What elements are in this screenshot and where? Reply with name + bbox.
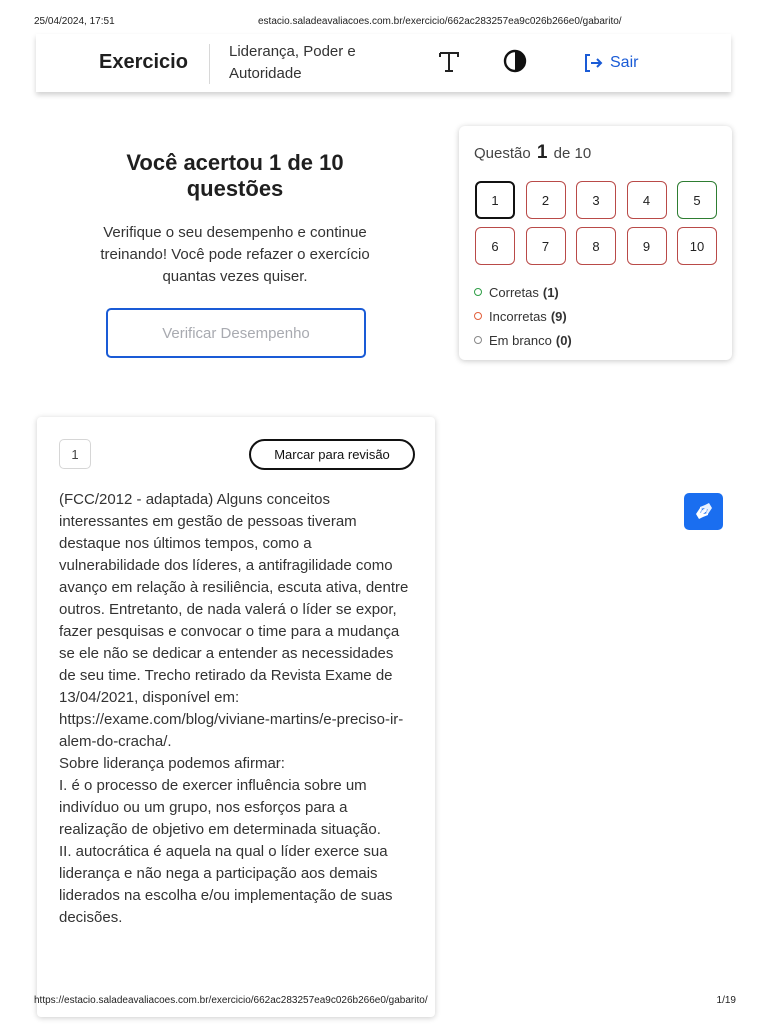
question-button-6[interactable]: 6 (475, 227, 515, 265)
legend-item (474, 304, 572, 328)
status-legend (474, 280, 572, 352)
print-footer-url: https://estacio.saladeavaliacoes.com.br/exercicio/662ac283257ea9c026b266e0/gabarito/ (34, 995, 428, 1006)
legend-dot-icon (474, 312, 482, 320)
print-footer (0, 995, 768, 1009)
result-title: Você acertou 1 de 10 questões (126, 150, 344, 201)
legend-label: Incorretas (489, 308, 547, 324)
header-divider (209, 44, 210, 84)
print-header (0, 16, 768, 30)
legend-dot-icon (474, 336, 482, 344)
text-size-icon[interactable] (436, 48, 462, 76)
sign-language-hands-icon[interactable] (684, 493, 723, 530)
app-title: Exercicio (99, 51, 188, 73)
logout-button[interactable] (582, 50, 638, 76)
print-url: estacio.saladeavaliacoes.com.br/exercicio/662ac283257ea9c026b266e0/gabarito/ (258, 16, 622, 27)
legend-item (474, 328, 572, 352)
question-navigator (459, 126, 732, 360)
question-button-10[interactable]: 10 (677, 227, 717, 265)
question-paragraph: II. autocrática é aquela na qual o líder exerce sua liderança e não nega a participação aos demais liderados na escolha e/ou implementação de suas decisões. (59, 843, 393, 926)
question-text (59, 489, 413, 929)
print-date: 25/04/2024, 17:51 (34, 16, 115, 27)
result-message: Verifique o seu desempenho e continue treinando! Você pode refazer o exercício quantas vezes quiser. (100, 224, 370, 285)
question-button-7[interactable]: 7 (526, 227, 566, 265)
question-paragraph: I. é o processo de exercer influência sobre um indivíduo ou um grupo, nos esforços para a realização de objetivo em determinada situação. (59, 777, 381, 838)
question-paragraph: Sobre liderança podemos afirmar: (59, 755, 285, 772)
current-question-number: 1 (536, 142, 548, 163)
question-grid (475, 181, 717, 265)
question-button-9[interactable]: 9 (627, 227, 667, 265)
result-summary (60, 140, 410, 342)
question-number: 1 (59, 439, 91, 469)
question-button-3[interactable]: 3 (576, 181, 616, 219)
contrast-icon[interactable] (502, 48, 528, 76)
question-button-1[interactable]: 1 (475, 181, 515, 219)
print-page-number: 1/19 (716, 995, 736, 1006)
legend-label: Corretas (489, 284, 539, 300)
subject-title: Liderança, Poder e Autoridade (229, 43, 356, 82)
legend-label: Em branco (489, 332, 552, 348)
mark-for-review-button[interactable]: Marcar para revisão (249, 439, 415, 470)
legend-dot-icon (474, 288, 482, 296)
logout-icon (582, 52, 604, 74)
question-button-5[interactable]: 5 (677, 181, 717, 219)
logout-label: Sair (610, 54, 639, 71)
question-card (37, 417, 435, 1017)
legend-count: (9) (550, 308, 567, 324)
question-button-4[interactable]: 4 (627, 181, 667, 219)
question-paragraph: (FCC/2012 - adaptada) Alguns conceitos interessantes em gestão de pessoas tiveram destaque nos últimos tempos, como a vulnerabilidade dos líderes, a antifragilidade como avanço em relação à resiliência, escuta ativa, dentre outros. Entretanto, de nada valerá o líder se expor, fazer pesquisas e convocar o time para a mudança se ele não se dedicar a entender as necessidades de seu time. Trecho retirado da Revista Exame de 13/04/2021, disponível em: https://exame.com/blog/viviane-martins/e-preciso-ir-alem-do-cracha/. (59, 491, 409, 750)
legend-count: (0) (555, 332, 572, 348)
question-button-8[interactable]: 8 (576, 227, 616, 265)
legend-item (474, 280, 572, 304)
verify-performance-button[interactable]: Verificar Desempenho (106, 308, 366, 358)
question-button-2[interactable]: 2 (526, 181, 566, 219)
legend-count: (1) (542, 284, 559, 300)
top-bar (36, 34, 731, 92)
navigator-title: Questão 1 de 10 (474, 142, 592, 163)
